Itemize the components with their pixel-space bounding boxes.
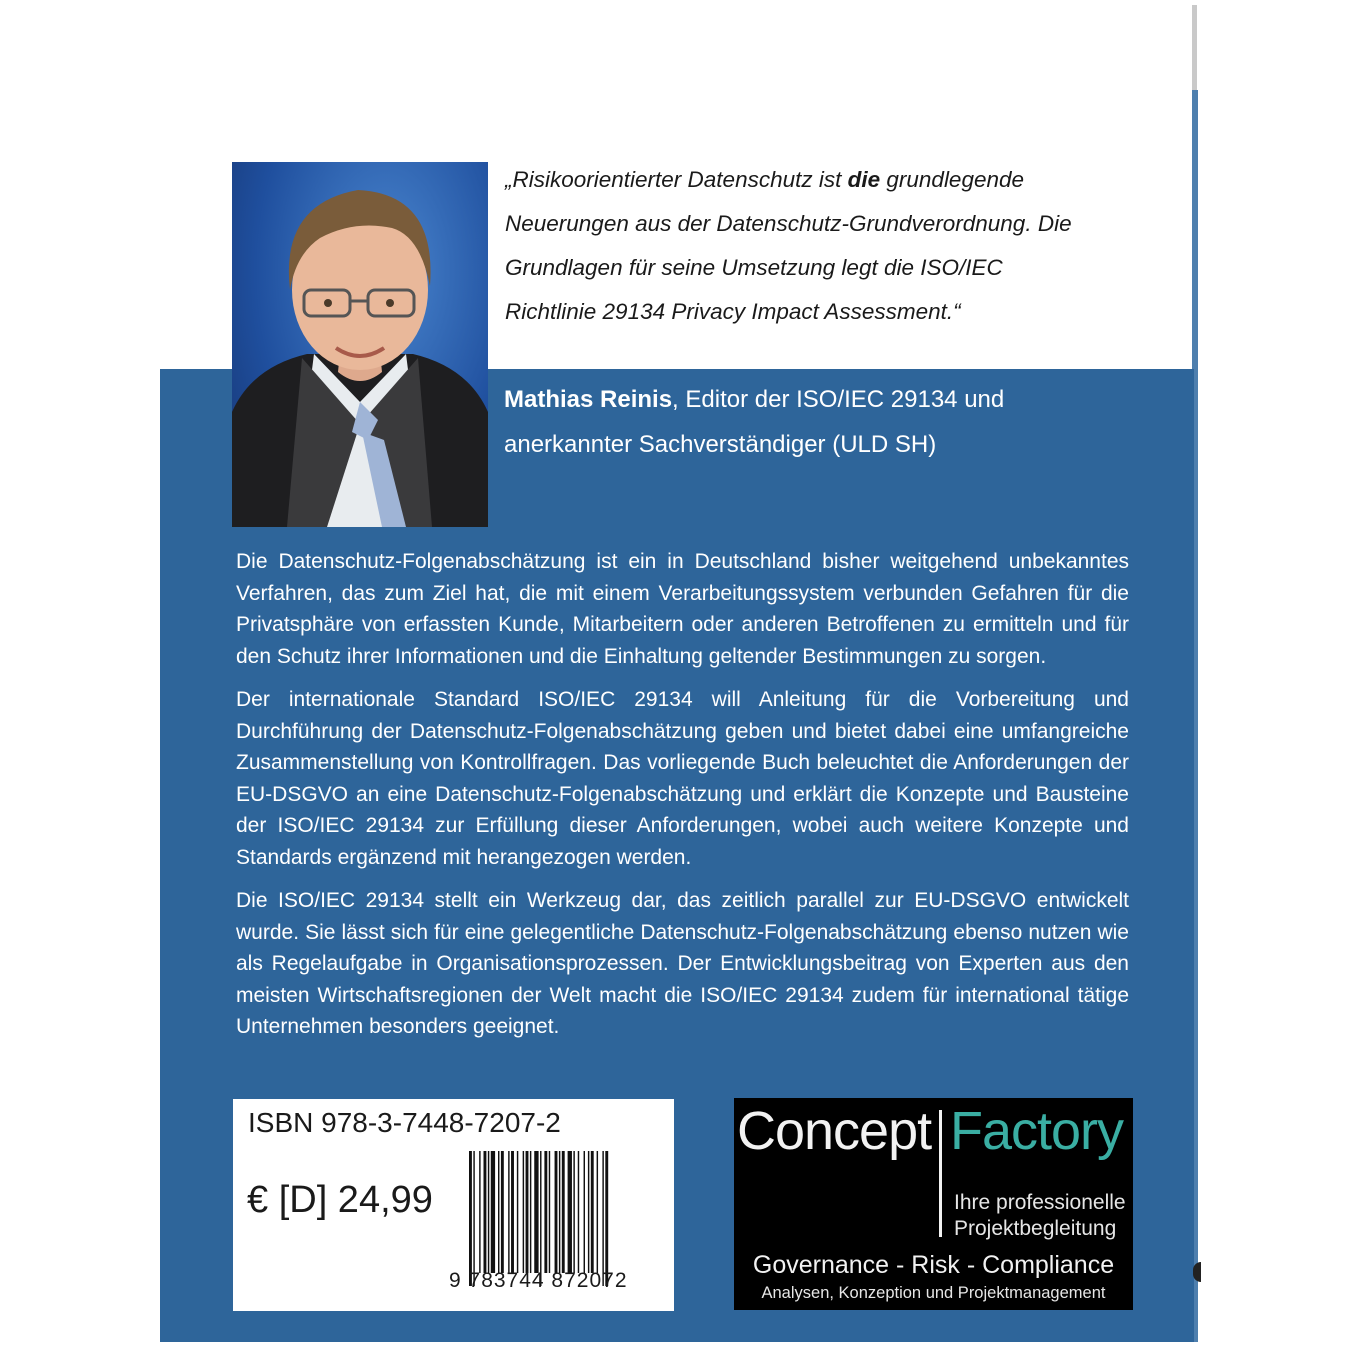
barcode-bar <box>602 1151 603 1286</box>
barcode-bar <box>555 1151 558 1273</box>
author-photo <box>232 162 488 527</box>
author-role: , Editor der ISO/IEC 29134 und <box>672 386 1005 413</box>
author-portrait <box>232 162 488 527</box>
book-description <box>236 546 1129 1055</box>
quote-line-4: Richtlinie 29134 Privacy Impact Assessment.“ <box>505 299 961 324</box>
author-name: Mathias Reinis <box>504 386 673 413</box>
barcode-bar <box>534 1151 538 1273</box>
quote-line-3: Grundlagen für seine Umsetzung legt die ISO/IEC <box>505 255 1003 280</box>
barcode-bar <box>568 1151 572 1273</box>
barcode-bar <box>591 1151 594 1273</box>
barcode-bar <box>508 1151 509 1273</box>
logo-word-factory: Factory <box>950 1101 1124 1161</box>
barcode-bar <box>484 1151 487 1273</box>
barcode-bar <box>573 1151 574 1273</box>
isbn-box <box>233 1099 674 1311</box>
barcode-bar <box>479 1151 480 1273</box>
isbn-label: ISBN 978-3-7448-7207-2 <box>248 1107 561 1138</box>
barcode-bar <box>530 1151 531 1273</box>
barcode-bar <box>491 1151 495 1273</box>
publisher-logo <box>734 1098 1133 1310</box>
barcode-bar <box>597 1151 598 1273</box>
quote <box>505 158 1185 334</box>
barcode-bar <box>562 1151 565 1273</box>
description-paragraph: Der internationale Standard ISO/IEC 29134 will Anleitung für die Vorbereitung und Durchführung der Datenschutz-Folgenabschätzung geben und bietet dabei eine umfangreiche Zusammenstellung von Kontrollfragen. Das vorliegende Buch beleuchtet die Anforderungen der EU-DSGVO an eine Datenschutz-Folgenabschätzung und erklärt die Konzepte und Bausteine der ISO/IEC 29134 zur Erfüllung dieser Anforderungen, wobei auch weitere Konzepte und Standards ergänzend mit herangezogen werden. <box>236 688 1129 869</box>
quote-emphasis: die <box>847 167 881 192</box>
page-edge <box>1192 5 1197 90</box>
barcode-bar <box>498 1151 499 1273</box>
barcode-bar <box>605 1151 608 1286</box>
attribution-line-2: anerkannter Sachverständiger (ULD SH) <box>504 431 937 458</box>
barcode-bar <box>584 1151 585 1273</box>
quote-attribution <box>504 377 1184 467</box>
barcode-bar <box>523 1151 524 1273</box>
quote-line-2: Neuerungen aus der Datenschutz-Grundverordnung. Die <box>505 211 1072 236</box>
logo-tagline-1: Ihre professionelle <box>954 1191 1126 1214</box>
barcode-bar <box>526 1151 529 1273</box>
barcode-bar <box>488 1151 489 1273</box>
description-paragraph: Die ISO/IEC 29134 stellt ein Werkzeug dar, das zeitlich parallel zur EU-DSGVO entwickelt wurde. Sie lässt sich für eine gelegentliche Datenschutz-Folgenabschätzung ebenso nutzen wie als Regelaufgabe in Organisationsprozessen. Der Entwicklungsbeitrag von Experten aus den meisten Wirtschaftsregionen der Welt macht die ISO/IEC 29134 zudem für international tätige Unternehmen besonders geeignet. <box>236 889 1129 1038</box>
logo-subline: Analysen, Konzeption und Projektmanagement <box>761 1284 1106 1302</box>
logo-slogan: Governance - Risk - Compliance <box>752 1251 1115 1279</box>
barcode-digits: 9 783744 872072 <box>449 1269 628 1292</box>
barcode-bar <box>469 1151 472 1286</box>
edge-mark <box>1193 1262 1201 1282</box>
barcode-bar <box>578 1151 579 1273</box>
logo-divider <box>939 1110 942 1237</box>
quote-line-1: „Risikoorientierter Datenschutz ist die grundlegende <box>505 167 1025 192</box>
barcode-bar <box>588 1151 589 1273</box>
logo-tagline-2: Projektbegleitung <box>954 1217 1117 1240</box>
barcode-bar <box>511 1151 514 1273</box>
price-label: € [D] 24,99 <box>247 1179 433 1221</box>
barcode-bar <box>517 1151 518 1273</box>
barcode-bar <box>549 1151 550 1273</box>
barcode-bar <box>473 1151 474 1286</box>
description-paragraph: Die Datenschutz-Folgenabschätzung ist ein in Deutschland bisher weitgehend unbekanntes Verfahren, das zum Ziel hat, die mit einem Verarbeitungssystem verbunden Gefahren für die Privatsphäre von erfassten Kunde, Mitarbeitern oder anderen Betroffenen zu ermitteln und für den Schutz ihrer Informationen und die Einhaltung geltender Bestimmungen zu sorgen. <box>236 550 1129 668</box>
barcode-bar <box>544 1151 547 1273</box>
logo-word-concept: Concept <box>737 1101 932 1161</box>
barcode-bar <box>540 1151 541 1286</box>
barcode-bar <box>501 1151 504 1273</box>
barcode-bar <box>559 1151 560 1273</box>
attribution-line-1 <box>504 377 1184 422</box>
